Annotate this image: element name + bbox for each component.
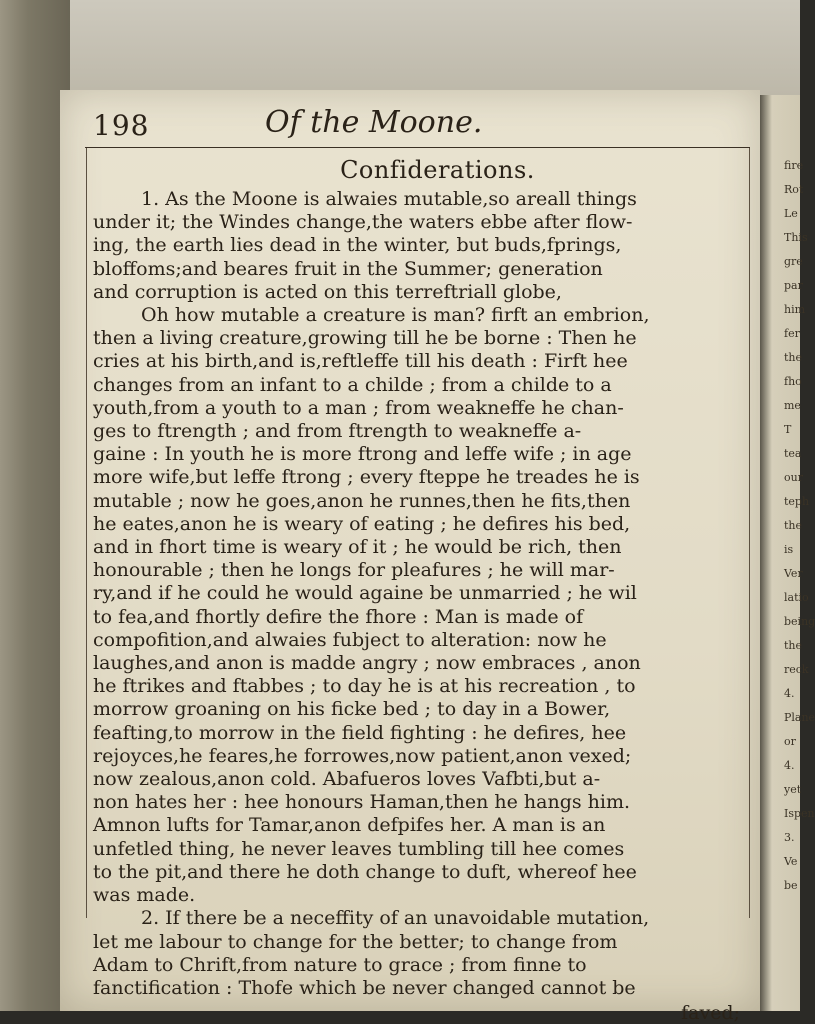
text-line: feafting,to morrow in the field fighting : he defires, hee — [93, 721, 627, 744]
facing-page-fragment: Ispen — [784, 807, 815, 820]
facing-page-fragment: 4. — [784, 687, 795, 700]
text-line: and corruption is acted on this terreftriall globe, — [93, 280, 562, 303]
facing-page-fragment: him — [784, 303, 806, 316]
running-title: Of the Moone. — [265, 105, 483, 140]
text-line: laughes,and anon is madde angry ; now embraces , anon — [93, 652, 641, 675]
text-line: he eates,anon he is weary of eating ; he defires his bed, — [93, 512, 631, 535]
text-line: 2. If there be a neceffity of an unavoidable mutation, — [141, 907, 650, 930]
text-line: ing, the earth lies dead in the winter, but buds,fprings, — [93, 234, 622, 257]
facing-page-fragment: 4. — [784, 759, 795, 772]
text-line: compofition,and alwaies fubject to alteration: now he — [93, 628, 607, 651]
facing-page-fragment: Le — [784, 207, 798, 220]
facing-page-fragment: our — [784, 471, 803, 484]
facing-page-fragment: Plane — [784, 711, 815, 724]
facing-page-fragment: 3. — [784, 831, 795, 844]
text-line: morrow groaning on his ficke bed ; to day in a Bower, — [93, 698, 611, 721]
facing-page-fragment: fho — [784, 375, 802, 388]
facing-page-fragment: the — [784, 351, 803, 364]
facing-page-fragment: fire — [784, 159, 804, 172]
facing-page-fragment: Ver — [784, 567, 803, 580]
facing-page-fragment: teph — [784, 495, 810, 508]
facing-page-fragment: the — [784, 519, 803, 532]
section-heading: Confiderations. — [340, 156, 535, 184]
paragraph-2 — [85, 907, 750, 1000]
facing-page-fragment: yet — [784, 783, 802, 796]
facing-page-fragment: par — [784, 279, 803, 292]
text-line: youth,from a youth to a man ; from weakneffe he chan- — [93, 396, 624, 419]
facing-page-fragment: This — [784, 231, 808, 244]
facing-page-fragment: Rot — [784, 183, 804, 196]
text-line: Adam to Chrift,from nature to grace ; from finne to — [93, 953, 587, 976]
text-line: non hates her : hee honours Haman,then he hangs him. — [93, 791, 631, 814]
facing-page-fragment: fer — [784, 327, 800, 340]
text-line: let me labour to change for the better; to change from — [93, 930, 618, 953]
text-line: ges to ftrength ; and from ftrength to weakneffe a- — [93, 420, 582, 443]
page-text — [85, 105, 750, 1024]
running-head — [85, 105, 750, 148]
facing-page-fragment: reck — [784, 663, 809, 676]
text-line: under it; the Windes change,the waters ebbe after flow- — [93, 211, 633, 234]
text-line: fanctification : Thofe which be never changed cannot be — [93, 976, 636, 999]
text-line: Amnon lufts for Tamar,anon defpifes her. A man is an — [93, 814, 606, 837]
text-line: and in fhort time is weary of it ; he would be rich, then — [93, 536, 622, 559]
facing-page-fragment: be — [784, 879, 798, 892]
facing-page-fragment: or — [784, 735, 796, 748]
text-line: changes from an infant to a childe ; from a childe to a — [93, 373, 612, 396]
facing-page-fragment: is — [784, 543, 794, 556]
text-line: he ftrikes and ftabbes ; to day he is at his recreation , to — [93, 675, 636, 698]
catchword: faved; — [681, 1002, 740, 1024]
text-line: was made. — [93, 884, 196, 907]
text-line: then a living creature,growing till he be borne : Then he — [93, 327, 637, 350]
text-line: Oh how mutable a creature is man? firft an embrion, — [141, 304, 650, 327]
text-line: more wife,but leffe ftrong ; every fteppe he treades he is — [93, 466, 640, 489]
facing-page-fragment: Ve — [784, 855, 798, 868]
facing-page-fragment: being — [784, 615, 815, 628]
text-line: unfetled thing, he never leaves tumbling till hee comes — [93, 837, 625, 860]
facing-page-fragment: latio — [784, 591, 809, 604]
facing-page-fragment: the — [784, 639, 803, 652]
text-line: now zealous,anon cold. Abafueros loves Vafbti,but a- — [93, 768, 601, 791]
text-line: rejoyces,he feares,he forrowes,now patient,anon vexed; — [93, 744, 632, 767]
text-line: bloffoms;and beares fruit in the Summer; generation — [93, 257, 603, 280]
text-line: to fea,and fhortly defire the fhore : Man is made of — [93, 605, 584, 628]
text-line: 1. As the Moone is alwaies mutable,so areall things — [141, 188, 637, 210]
page-top-margin — [0, 0, 800, 95]
text-line: to the pit,and there he doth change to duft, whereof hee — [93, 860, 637, 883]
facing-page-fragment: gre — [784, 255, 803, 268]
paragraph-1 — [85, 188, 750, 907]
text-line: gaine : In youth he is more ftrong and leffe wife ; in age — [93, 443, 632, 466]
facing-page-fragment: tea — [784, 447, 802, 460]
text-line: cries at his birth,and is,reftleffe till his death : Firft hee — [93, 350, 628, 373]
text-line: mutable ; now he goes,anon he runnes,then he fits,then — [93, 489, 631, 512]
text-line: honourable ; then he longs for pleafures ; he will mar- — [93, 559, 615, 582]
text-line: ry,and if he could he would againe be unmarried ; he wil — [93, 582, 637, 605]
page-number: 198 — [93, 109, 150, 142]
facing-page-fragment: me — [784, 399, 801, 412]
facing-page-fragment: T — [784, 423, 792, 436]
